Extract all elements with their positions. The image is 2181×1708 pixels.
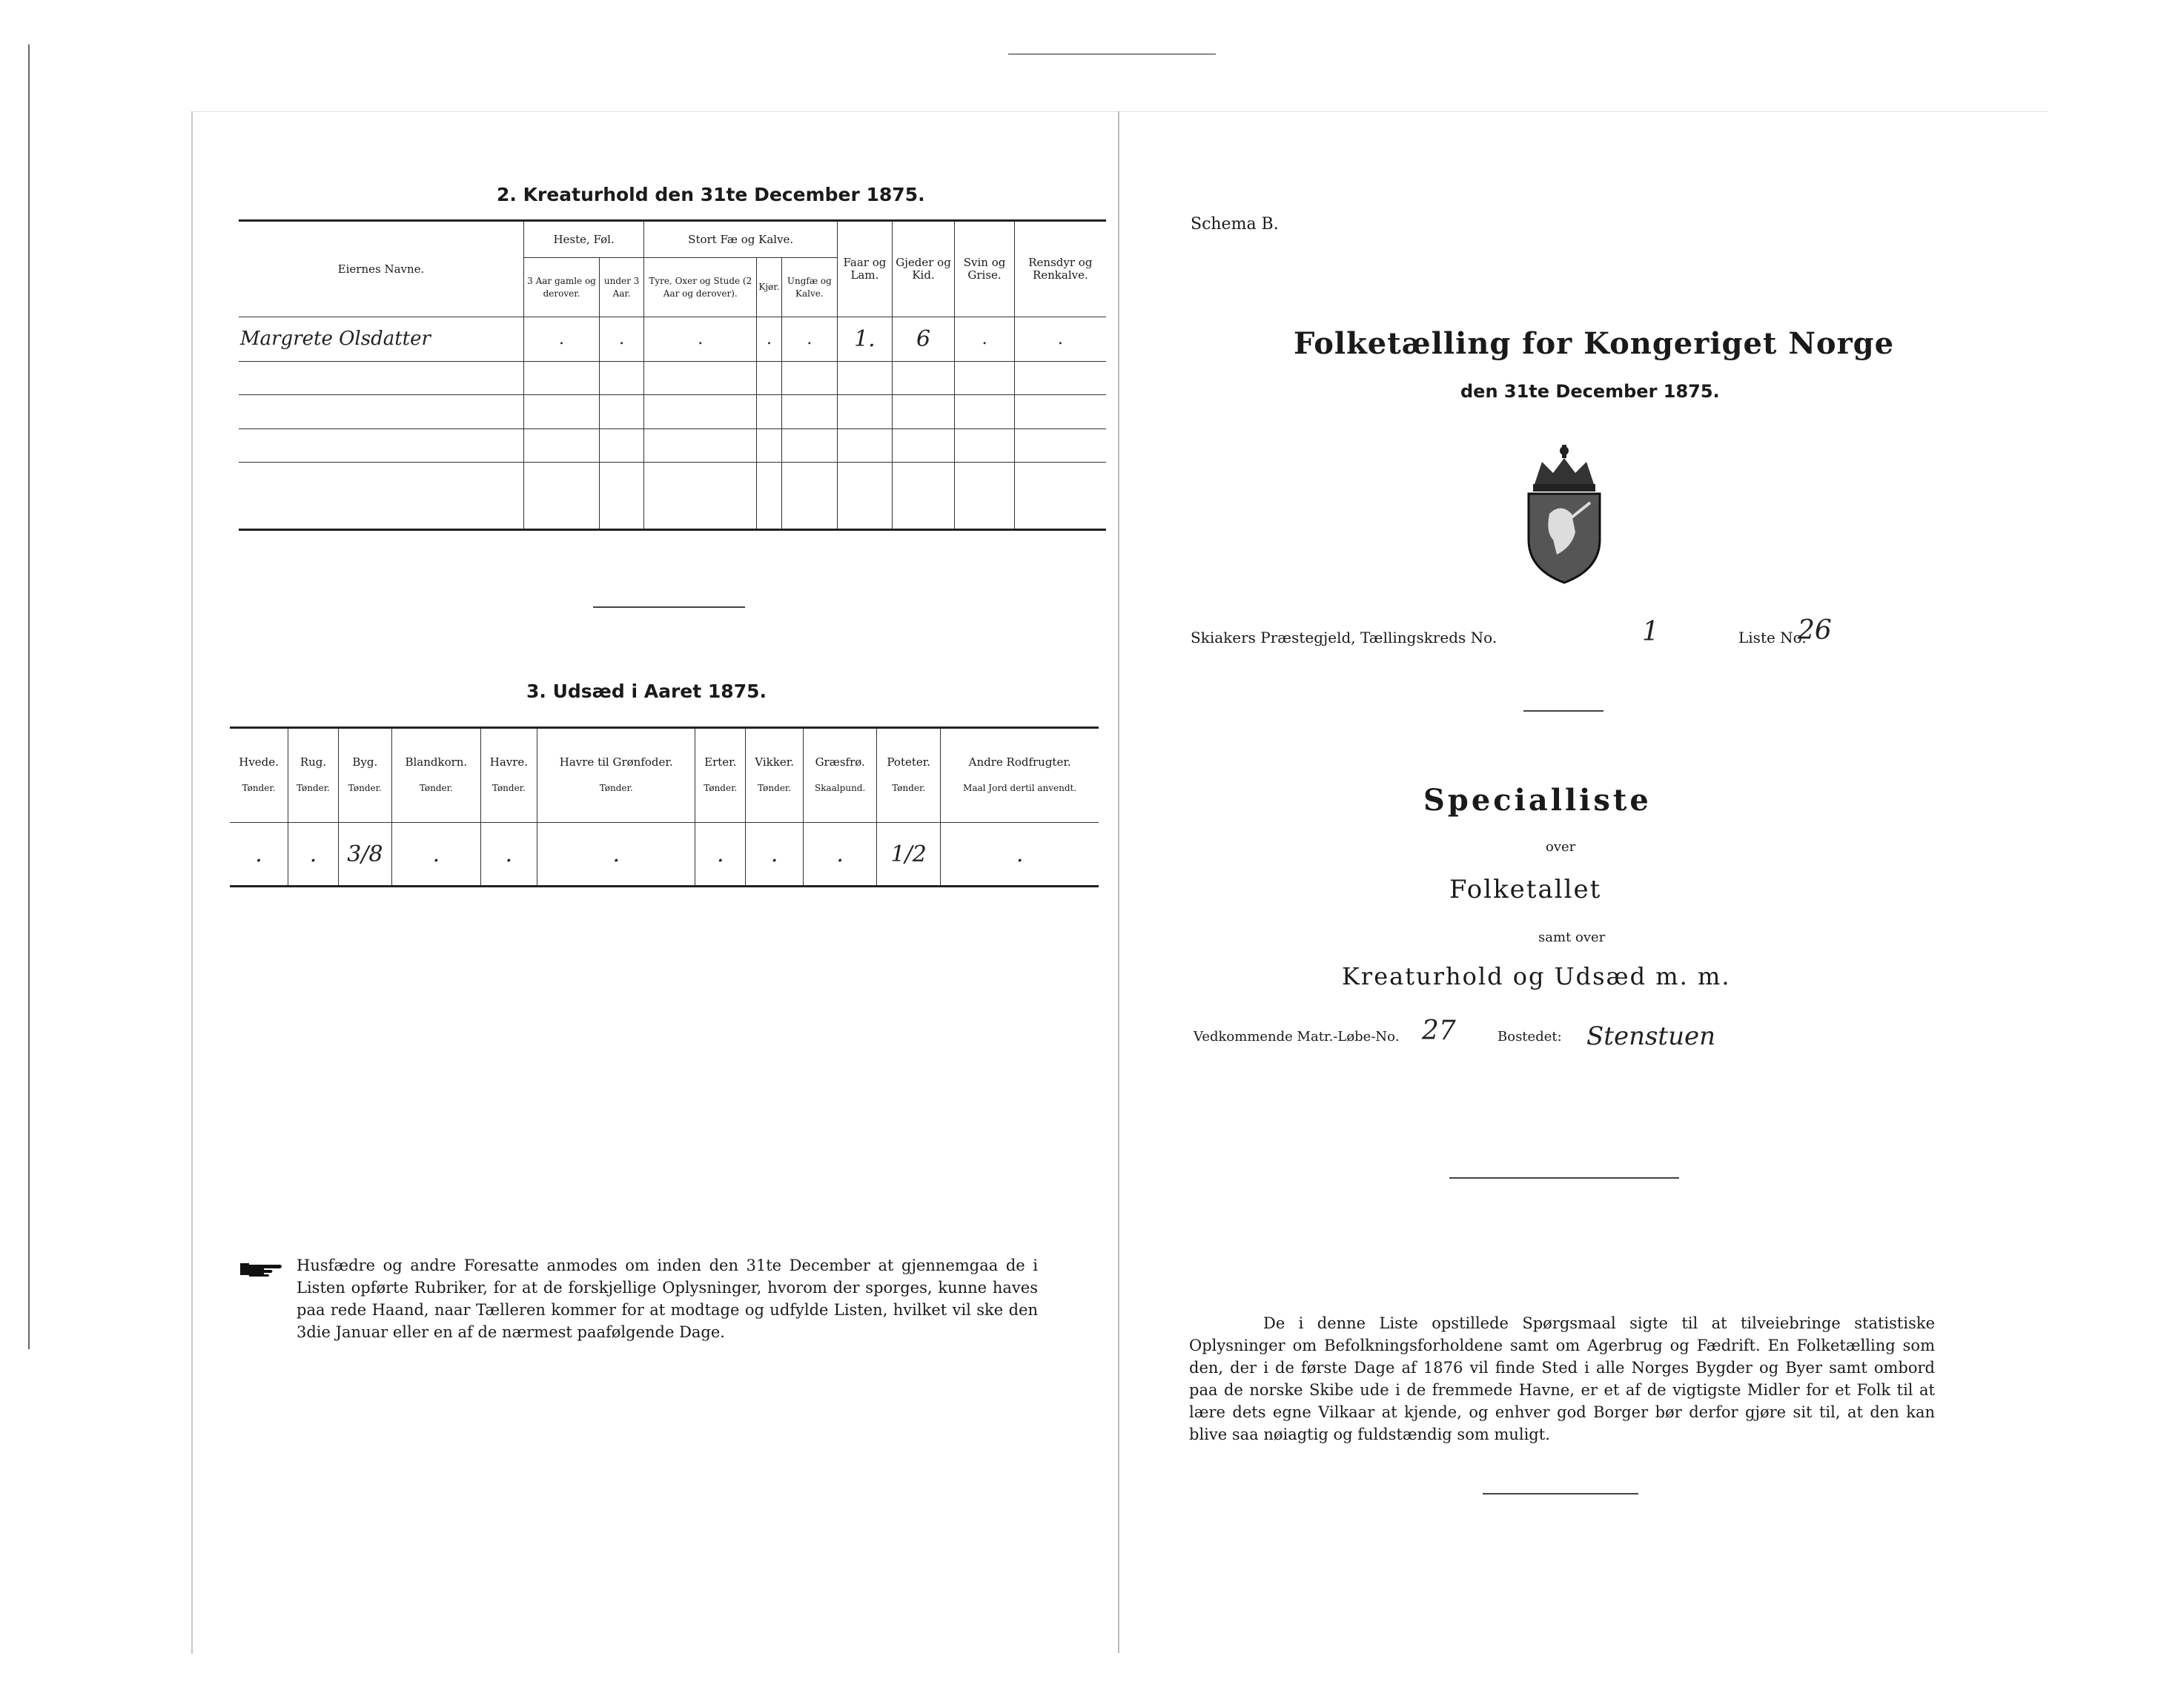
table-row <box>239 395 1106 428</box>
col-cattle-cows: Kjør. <box>757 258 781 317</box>
seed-value-cell: . <box>537 823 695 887</box>
seed-col-header <box>877 728 941 823</box>
seed-value-cell: . <box>941 823 1099 887</box>
seed-value-cell: 1/2 <box>877 823 941 887</box>
col-goats-header: Gjeder og Kid. <box>892 221 955 317</box>
seed-col-header <box>695 728 746 823</box>
table-row <box>239 362 1106 395</box>
seed-col-unit: Tønder. <box>758 783 792 793</box>
seed-value-cell: . <box>230 823 288 887</box>
bosted-label: Bostedet: <box>1497 1029 1562 1045</box>
seed-col-unit: Tønder. <box>348 783 382 793</box>
seed-col-unit: Tønder. <box>242 783 276 793</box>
seed-col-name: Byg. <box>352 755 378 769</box>
seed-value-cell: . <box>480 823 537 887</box>
scan-edge-left <box>28 44 30 1349</box>
samt-over-label: samt over <box>1538 930 1606 945</box>
divider <box>1483 1493 1638 1494</box>
cell-sheep: 1. <box>838 317 892 362</box>
seed-col-unit: Tønder. <box>296 783 330 793</box>
list-number: 26 <box>1798 615 1832 646</box>
section3-title: 3. Udsæd i Aaret 1875. <box>526 681 767 702</box>
seed-col-unit: Tønder. <box>599 783 633 793</box>
seed-col-header <box>941 728 1099 823</box>
col-cattle-header: Stort Fæ og Kalve. <box>644 221 838 258</box>
list-label: Liste No. <box>1738 629 1807 646</box>
seed-value-cell: . <box>746 823 804 887</box>
seed-col-header <box>230 728 288 823</box>
seed-col-name: Havre. <box>489 755 529 769</box>
coat-of-arms-icon <box>1520 443 1609 584</box>
cell-cattle-bulls: . <box>644 317 757 362</box>
matr-number: 27 <box>1422 1016 1456 1046</box>
seed-col-unit: Tønder. <box>704 783 738 793</box>
folketallet-label: Folketallet <box>1449 875 1602 904</box>
col-cattle-young: Ungfæ og Kalve. <box>781 258 838 317</box>
seed-col-unit: Tønder. <box>492 783 526 793</box>
cell-pigs: . <box>955 317 1014 362</box>
seed-col-name: Havre til Grønfoder. <box>559 755 673 769</box>
col-cattle-bulls: Tyre, Oxer og Stude (2 Aar og derover). <box>644 258 757 317</box>
seed-value-cell: . <box>391 823 480 887</box>
table-row <box>239 428 1106 462</box>
seed-col-name: Græsfrø. <box>815 755 865 769</box>
owner-name: Margrete Olsdatter <box>239 317 524 362</box>
cell-cattle-cows: . <box>757 317 781 362</box>
col-reindeer-header: Rensdyr og Renkalve. <box>1014 221 1106 317</box>
main-title: Folketælling for Kongeriget Norge <box>1294 326 1895 361</box>
col-owner-header: Eiernes Navne. <box>239 221 524 317</box>
col-horses-old: 3 Aar gamle og derover. <box>524 258 600 317</box>
cell-reindeer: . <box>1014 317 1106 362</box>
kreaturhold-label: Kreaturhold og Udsæd m. m. <box>1342 962 1731 990</box>
seed-col-header <box>480 728 537 823</box>
seed-value-cell: . <box>804 823 877 887</box>
col-horses-header: Heste, Føl. <box>524 221 644 258</box>
pointing-hand-icon <box>239 1259 285 1280</box>
seed-col-unit: Tønder. <box>892 783 926 793</box>
table-row <box>239 463 1106 530</box>
scan-edge-top <box>1008 53 1216 55</box>
divider <box>593 606 745 608</box>
divider <box>1523 710 1604 712</box>
matr-label: Vedkommende Matr.-Løbe-No. <box>1194 1029 1400 1045</box>
explanation-text: De i denne Liste opstillede Spørgsmaal sigte til at tilveiebringe statistiske Oplysninger om Befolkningsforholdene samt om Agerbrug og Fædrift. En Folketælling som den, der i de første Dage af 1876 vil finde Sted i alle Norges Bygder og Byer samt ombord paa de norske Skibe ude i de fremmede Havne, er et af de vigtigste Midler for et Folk til at lære dets egne Vilkaar at kjende, og enhver god Borger bør derfor gjøre sit til, at den kan blive saa nøiagtig og fuldstændig som muligt. <box>1189 1314 1935 1443</box>
seed-col-header <box>391 728 480 823</box>
seed-col-name: Vikker. <box>755 755 794 769</box>
livestock-table <box>239 219 1106 531</box>
seed-value-cell: . <box>695 823 746 887</box>
seed-col-name: Andre Rodfrugter. <box>968 755 1071 769</box>
cell-horses-old: . <box>524 317 600 362</box>
seed-col-header <box>338 728 391 823</box>
date-line: den 31te December 1875. <box>1460 381 1720 402</box>
schema-label: Schema B. <box>1191 215 1279 234</box>
special-list-title: Specialliste <box>1423 783 1652 818</box>
cell-goats: 6 <box>892 317 955 362</box>
seed-col-name: Erter. <box>704 755 737 769</box>
seed-col-unit: Tønder. <box>419 783 453 793</box>
col-sheep-header: Faar og Lam. <box>838 221 892 317</box>
seed-col-header <box>288 728 339 823</box>
seed-col-unit: Maal Jord dertil anvendt. <box>963 783 1077 793</box>
seed-col-header <box>746 728 804 823</box>
cell-horses-young: . <box>600 317 644 362</box>
householder-notice: Husfædre og andre Foresatte anmodes om inden den 31te December at gjennemgaa de i Listen opførte Rubriker, for at de forskjellige Oplysninger, hvorom der sporges, kunne haves paa rede Haand, naar Tælleren kommer for at modtage og udfylde Listen, hvilket vil ske den 3die Januar eller en af de nærmest paafølgende Dage. <box>297 1257 1038 1341</box>
seed-col-unit: Skaalpund. <box>815 783 866 793</box>
seed-col-name: Blandkorn. <box>405 755 468 769</box>
parish-label: Skiakers Præstegjeld, Tællingskreds No. <box>1191 629 1497 646</box>
seed-col-name: Hvede. <box>239 755 279 769</box>
seed-value-cell: 3/8 <box>338 823 391 887</box>
seed-table <box>230 726 1099 887</box>
divider <box>1449 1177 1679 1179</box>
seed-col-header <box>537 728 695 823</box>
bosted-value: Stenstuen <box>1586 1022 1716 1051</box>
page-fold <box>1118 111 1119 1653</box>
seed-value-cell: . <box>288 823 339 887</box>
seed-col-header <box>804 728 877 823</box>
seed-col-name: Poteter. <box>887 755 931 769</box>
col-pigs-header: Svin og Grise. <box>955 221 1014 317</box>
over-label: over <box>1546 839 1576 855</box>
seed-col-name: Rug. <box>299 755 327 769</box>
district-number: 1 <box>1642 617 1659 647</box>
table-row <box>230 823 1099 887</box>
section2-title: 2. Kreaturhold den 31te December 1875. <box>497 184 925 205</box>
table-row <box>239 317 1106 362</box>
cell-cattle-young: . <box>781 317 838 362</box>
col-horses-young: under 3 Aar. <box>600 258 644 317</box>
